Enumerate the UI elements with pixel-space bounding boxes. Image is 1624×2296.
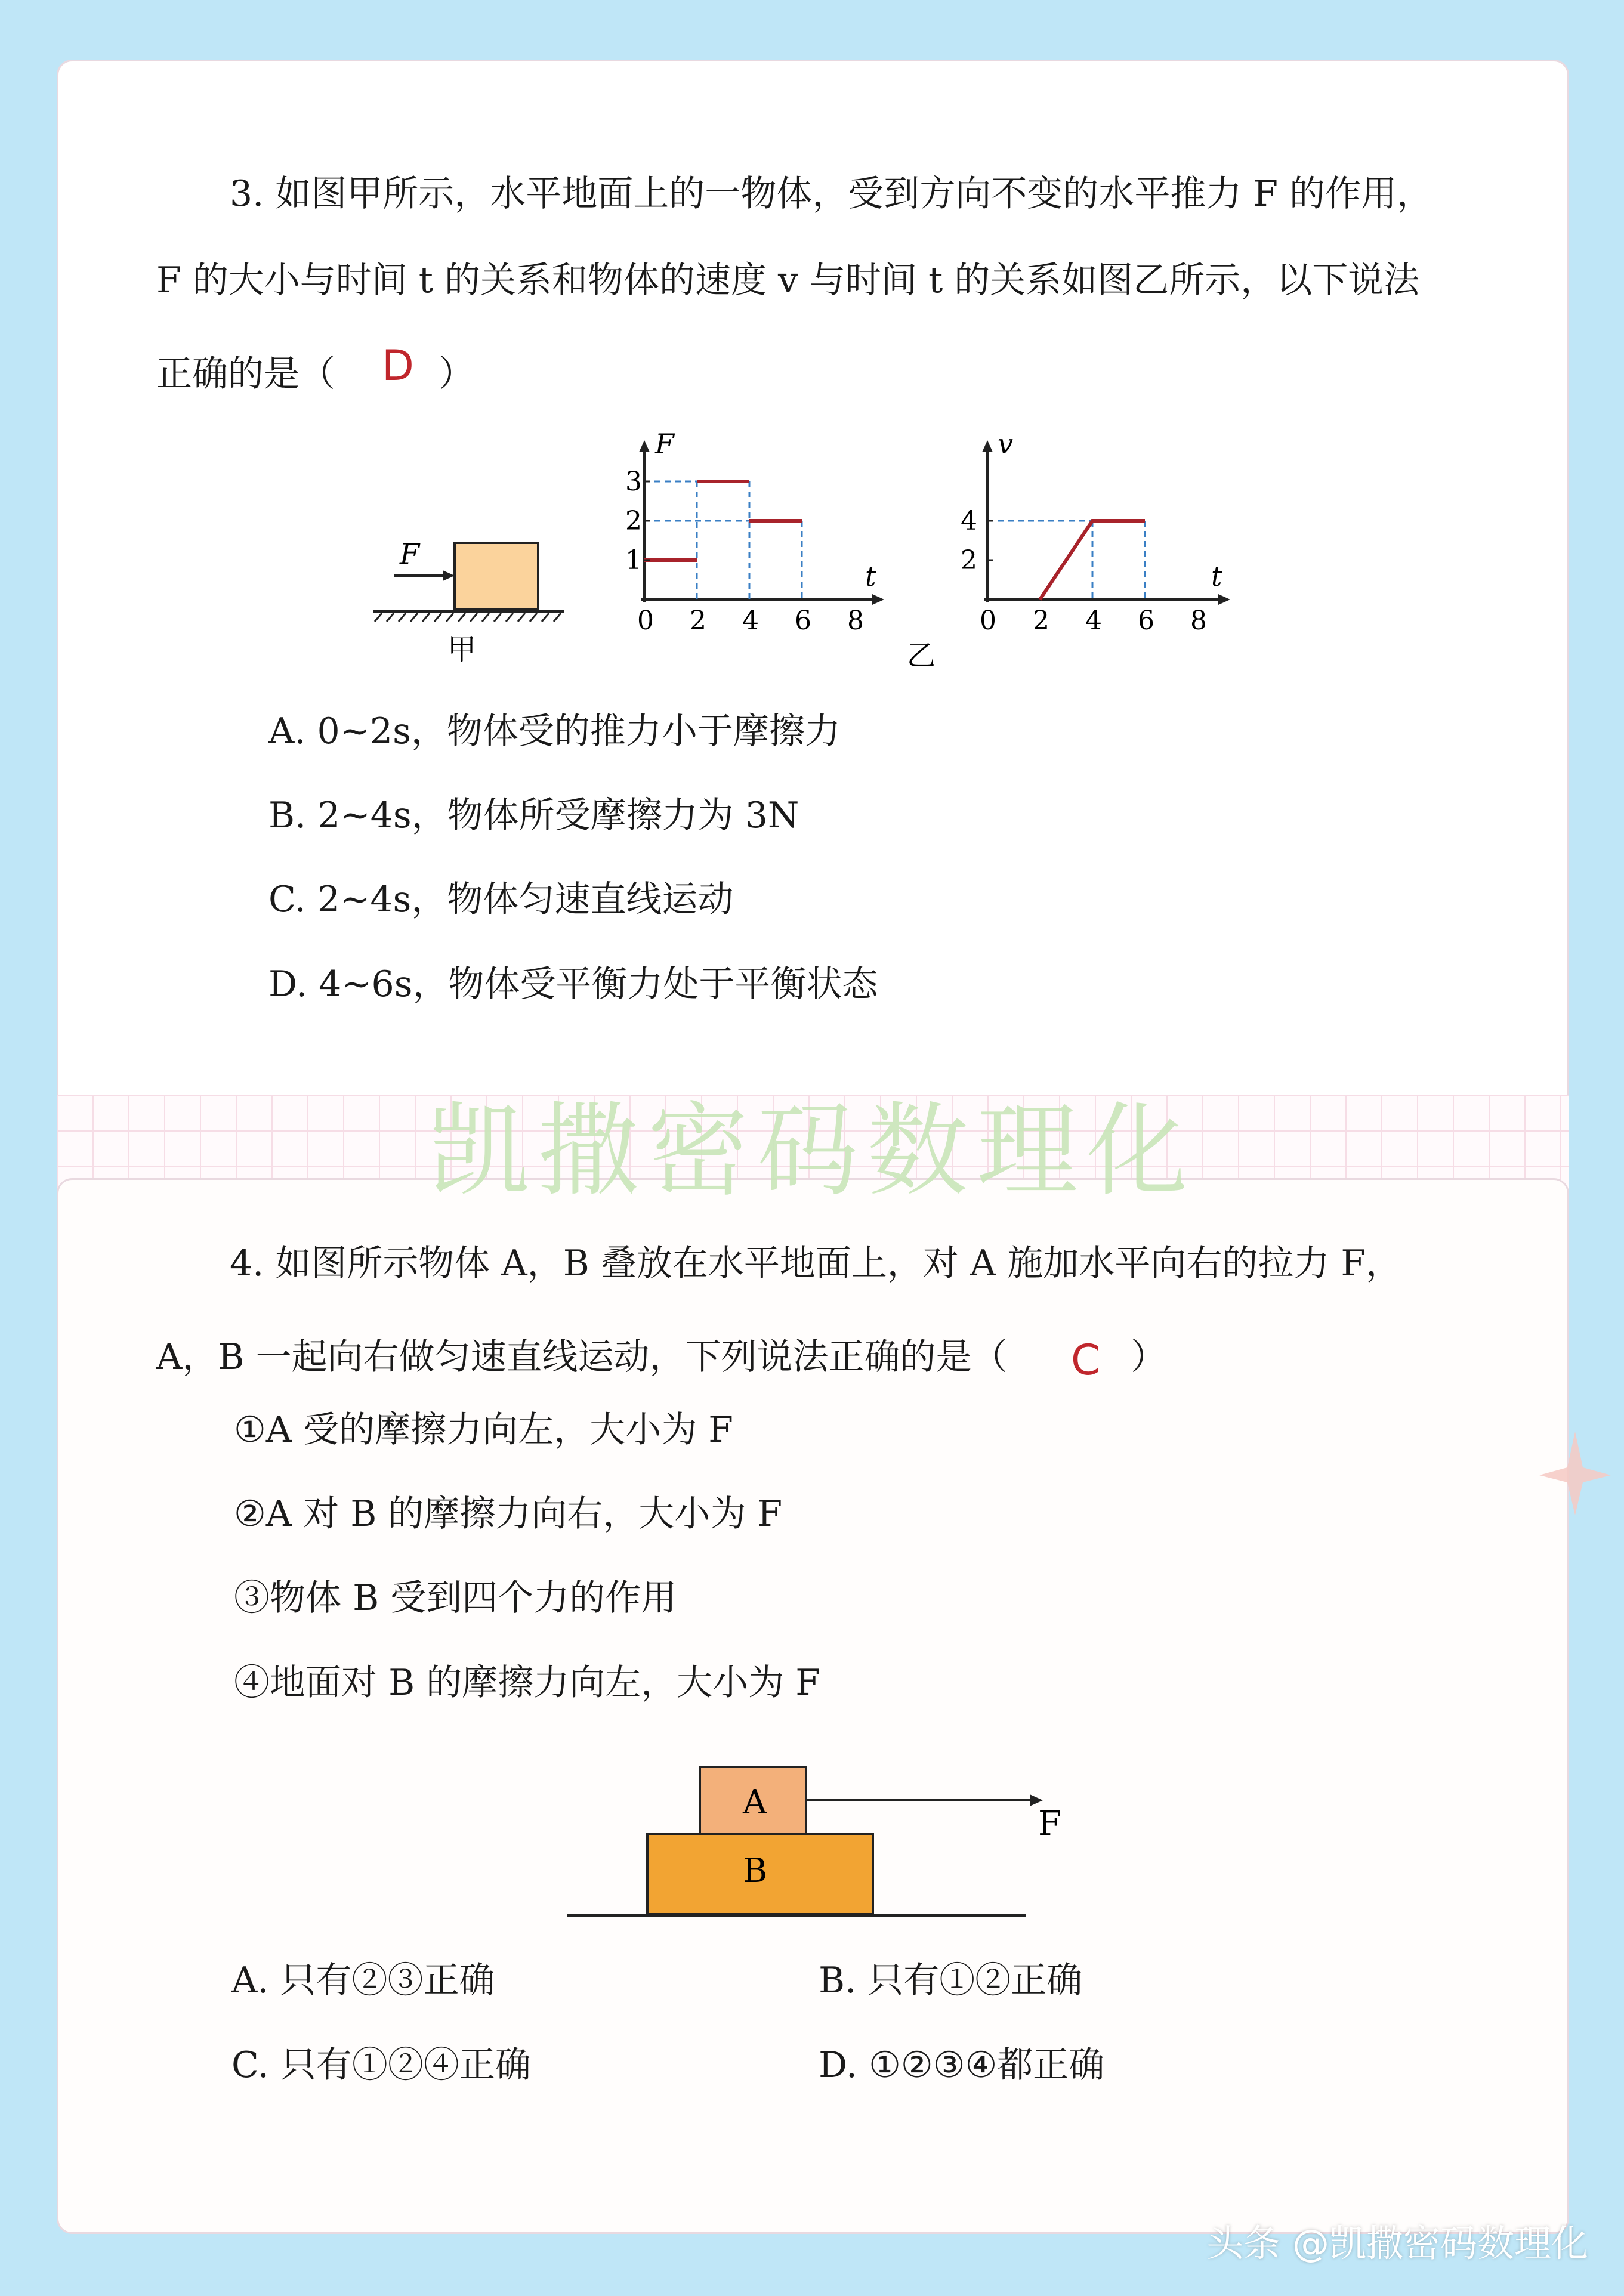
v-y-label: v (998, 429, 1013, 460)
graph-v-t (961, 429, 1230, 636)
block-diagram-jia (373, 537, 564, 666)
q4-statement-1: ①A 受的摩擦力向左，大小为 F (234, 1409, 733, 1451)
graph-f-t (625, 429, 936, 672)
f-xtick-4: 4 (742, 605, 759, 636)
q3-option-d: D. 4~6s，物体受平衡力处于平衡状态 (268, 963, 878, 1005)
f-xtick-6: 6 (795, 605, 811, 636)
v-ytick-4: 4 (961, 506, 977, 536)
v-xtick-6: 6 (1138, 605, 1154, 636)
q3-stem-line2: F 的大小与时间 t 的关系和物体的速度 v 与时间 t 的关系如图乙所示，以下说法 (156, 259, 1420, 301)
f-xtick-8: 8 (847, 605, 864, 636)
label-jia: 甲 (447, 633, 477, 666)
q4-option-d: D. ①②③④都正确 (819, 2044, 1105, 2086)
q4-option-c: C. 只有①②④正确 (231, 2044, 531, 2086)
footer-attribution: 头条 @凯撒密码数理化 (1206, 2221, 1588, 2265)
block-a-label: A (743, 1783, 767, 1822)
q4-statement-3: ③物体 B 受到四个力的作用 (234, 1577, 677, 1619)
q3-figure (358, 429, 1265, 680)
f-xtick-0: 0 (637, 605, 654, 636)
f-ytick-2: 2 (625, 506, 642, 536)
q4-statement-2: ②A 对 B 的摩擦力向右，大小为 F (234, 1493, 783, 1535)
v-xtick-0: 0 (980, 605, 996, 636)
v-xtick-2: 2 (1033, 605, 1049, 636)
q3-answer: D (382, 341, 414, 390)
q4-stem-line2: A，B 一起向右做匀速直线运动，下列说法正确的是（ (156, 1336, 1008, 1378)
f-x-label: t (865, 560, 876, 592)
v-ytick-2: 2 (961, 545, 977, 576)
q4-stem-line1: 4. 如图所示物体 A，B 叠放在水平地面上，对 A 施加水平向右的拉力 F， (230, 1243, 1402, 1284)
q4-figure (561, 1760, 1086, 1921)
q3-stem-line1: 3. 如图甲所示，水平地面上的一物体，受到方向不变的水平推力 F 的作用， (230, 173, 1433, 215)
label-yi: 乙 (907, 639, 936, 672)
q4-option-b: B. 只有①②正确 (819, 1960, 1083, 2001)
ground-hatch (375, 613, 561, 622)
v-xtick-8: 8 (1190, 605, 1207, 636)
sparkle-icon (1536, 1429, 1614, 1518)
q3-option-b: B. 2~4s，物体所受摩擦力为 3N (268, 795, 799, 836)
q3-option-c: C. 2~4s，物体匀速直线运动 (268, 879, 734, 920)
f-y-label: F (655, 429, 674, 460)
v-xtick-4: 4 (1085, 605, 1102, 636)
q3-option-a: A. 0~2s，物体受的推力小于摩擦力 (268, 710, 841, 752)
f-ytick-1: 1 (625, 545, 642, 576)
v-x-label: t (1211, 560, 1222, 592)
block (455, 543, 538, 610)
pull-force-label: F (1038, 1804, 1061, 1843)
push-force-label: F (400, 537, 420, 571)
q4-stem-line2-end: ） (1131, 1336, 1166, 1378)
push-arrow-head (443, 570, 455, 581)
f-dashed-guides (644, 481, 802, 600)
watermark: 凯撒密码数理化 (427, 1092, 1196, 1210)
q4-option-a: A. 只有②③正确 (231, 1960, 495, 2001)
q3-stem-line3: 正确的是（ (156, 353, 335, 395)
block-b-label: B (743, 1852, 768, 1890)
f-xtick-2: 2 (690, 605, 706, 636)
q4-statement-4: ④地面对 B 的摩擦力向左，大小为 F (234, 1662, 820, 1704)
f-ytick-3: 3 (625, 466, 642, 497)
q3-stem-line3-end: ） (439, 353, 474, 395)
q4-answer: C (1071, 1336, 1100, 1385)
